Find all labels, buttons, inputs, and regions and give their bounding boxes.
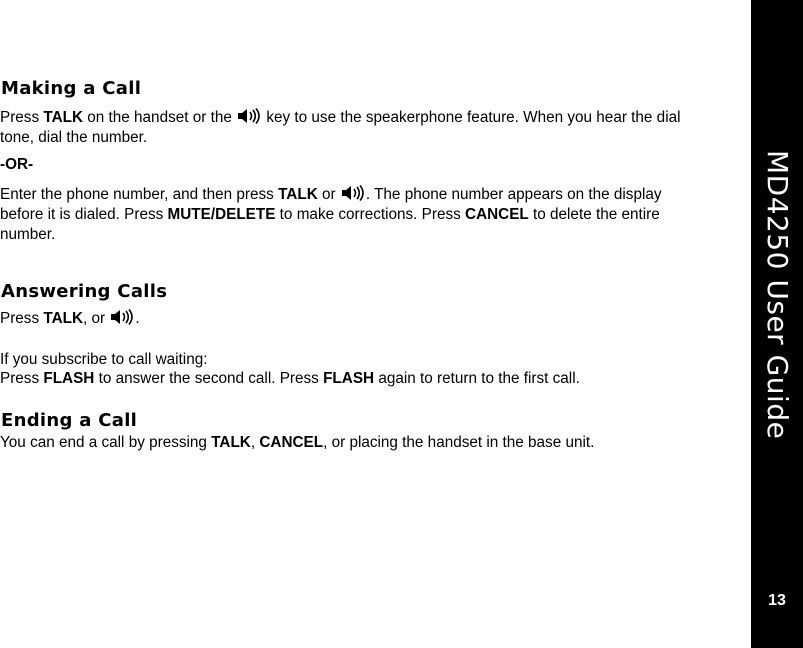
cancel-key-label: CANCEL [465,206,529,223]
answering-calls-paragraph-1: Press TALK, or . [0,310,140,327]
making-call-paragraph-1: Press TALK on the handset or the key to use the speakerphone feature. When you hear the dial tone, dial the number. [0,109,681,146]
making-a-call-heading: Making a Call [1,78,142,99]
sidebar [751,0,803,648]
ending-a-call-heading: Ending a Call [1,410,138,431]
or-separator: -OR- [0,156,34,173]
answering-calls-heading: Answering Calls [1,281,168,302]
speakerphone-icon [236,108,262,124]
mute-delete-key-label: MUTE/DELETE [167,206,276,223]
talk-key-label: TALK [278,186,318,203]
guide-title: MD4250 User Guide [761,150,794,440]
page-number: 13 [768,592,786,609]
making-call-paragraph-2: Enter the phone number, and then press TALK or . The phone number appears on the display before it is dialed. Press MUTE/DELETE to make corrections. Press CANCEL to delete the entire number. [0,186,662,243]
flash-key-label: FLASH [323,370,375,387]
talk-key-label: TALK [43,109,84,126]
answering-calls-paragraph-2: Press FLASH to answer the second call. Press FLASH again to return to the first call. [0,370,580,387]
talk-key-label: TALK [43,310,84,327]
call-waiting-intro: If you subscribe to call waiting: [0,351,208,368]
talk-key-label: TALK [211,434,251,451]
speakerphone-icon [109,309,135,325]
cancel-key-label: CANCEL [259,434,324,451]
ending-call-paragraph: You can end a call by pressing TALK, CANCEL, or placing the handset in the base unit. [0,434,595,451]
flash-key-label: FLASH [43,370,95,387]
speakerphone-icon [340,185,366,201]
